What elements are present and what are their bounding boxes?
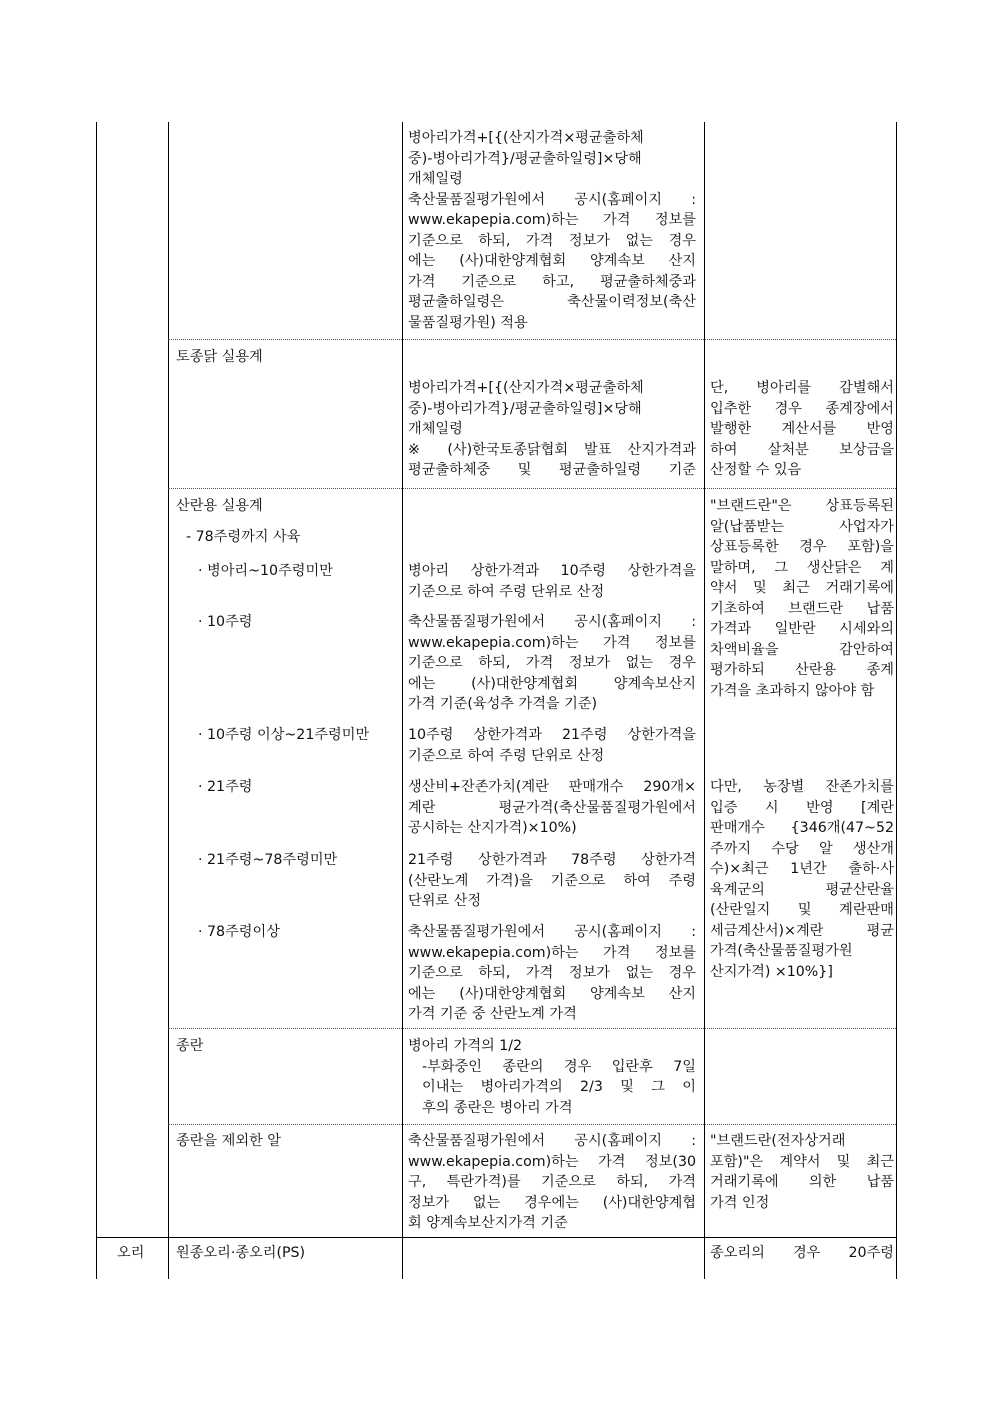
table-border-col2 [402,122,403,1279]
r3-age-label: · 10주령 이상~21주령미만 [198,727,370,743]
r3-age-label: · 21주령 [198,779,253,795]
row-divider [168,339,896,340]
r4-price-text: 병아리 가격의 1/2 -부화중인 종란의 경우 입란후 7일 이내는 병아리가격의 2/3 및 그 이 후의 종란은 병아리 가격 [408,1038,696,1116]
row-divider [168,488,896,489]
r3-note-residual: 다만, 농장별 잔존가치를 입증 시 반영 [계란 판매개수 {346개(47~52 주까지 수당 알 생산개 수)×최근 1년간 출하·사 육계군의 평균산란율 (산란일지 및 계란판매 세금계산서)×계란 평균 가격(축산물품질평가원 산지가격) ×10%}] [710,779,894,980]
r3-price-text: 21주령 상한가격과 78주령 상한가격 (산란노계 가격)을 기준으로 하여 주령 단위로 산정 [408,852,696,909]
r3-price-text: 생산비+잔존가치(계란 판매개수 290개× 계란 평균가격(축산물품질평가원에서 공시하는 산지가격)×10%) [408,779,696,836]
table-border-col3 [704,122,705,1279]
r1-price-text: 병아리가격+[{(산지가격×평균출하체 중)-병아리가격}/평균출하일령]×당해 개체일령 축산물품질평가원에서 공시(홈페이지 : www.ekapepia.com)하는 가격 정보를 기준으로 하되, 가격 정보가 없는 경우 에는 (사)대한양계협회 양계속보 산지 가격 기준으로 하고, 평균출하체중과 평균출하일령은 축산물이력정보(축산 물품질평가원) 적용 [408,130,696,331]
table-border-left [96,122,97,1279]
r6-category-label: 오리 [117,1245,145,1261]
row-divider-solid [96,1237,896,1238]
r2-price-text: 병아리가격+[{(산지가격×평균출하체 중)-병아리가격}/평균출하일령]×당해 개체일령 ※ (사)한국토종닭협회 발표 산지가격과 평균출하체중 및 평균출하일령 기준 [408,380,696,478]
r5-note-text: "브랜드란(전자상거래 포함)"은 계약서 및 최근 거래기록에 의한 납품 가격 인정 [710,1133,894,1211]
r6-note-text: 종오리의 경우 20주령 [710,1245,894,1261]
table-border-col1 [168,122,169,1279]
r5-price-text: 축산물품질평가원에서 공시(홈페이지 : www.ekapepia.com)하는 가격 정보(30 구, 특란가격)를 기준으로 하되, 가격 정보가 없는 경우에는 (사)대한양계협 회 양계속보산지가격 기준 [408,1133,696,1231]
table-border-right [896,122,897,1279]
r3-note-brand: "브랜드란"은 상표등록된 알(납품받는 사업자가 상표등록한 경우 포함)을 말하며, 그 생산닭은 계 약서 및 최근 거래기록에 기초하여 브랜드란 납품 가격과 일반란 시세와의 차액비율을 감안하여 평가하되 산란용 종계 가격을 초과하지 않아야 함 [710,498,894,699]
r3-price-text: 축산물품질평가원에서 공시(홈페이지 : www.ekapepia.com)하는 가격 정보를 기준으로 하되, 가격 정보가 없는 경우 에는 (사)대한양계협회 양계속보 산지 가격 기준 중 산란노계 가격 [408,924,696,1022]
r2-note-text: 단, 병아리를 감별해서 입추한 경우 종계장에서 발행한 계산서를 반영 하여 살처분 보상금을 산정할 수 있음 [710,380,894,478]
r3-age-label: · 병아리~10주령미만 [198,563,333,579]
r3-age-label: · 10주령 [198,614,253,630]
r3-price-text: 축산물품질평가원에서 공시(홈페이지 : www.ekapepia.com)하는 가격 정보를 기준으로 하되, 가격 정보가 없는 경우 에는 (사)대한양계협회 양계속보산지 가격 기준(육성추 가격을 기준) [408,614,696,712]
r3-price-text: 10주령 상한가격과 21주령 상한가격을 기준으로 하여 주령 단위로 산정 [408,727,696,764]
r4-item-label: 종란 [176,1038,204,1054]
r3-sub-label: - 78주령까지 사육 [186,529,301,545]
row-divider [168,1124,896,1125]
row-divider [168,1028,896,1029]
r3-age-label: · 78주령이상 [198,924,280,940]
r6-item-label: 원종오리·종오리(PS) [176,1245,306,1261]
r2-item-label: 토종닭 실용계 [176,349,263,365]
r3-item-label: 산란용 실용계 [176,498,263,514]
r3-age-label: · 21주령~78주령미만 [198,852,338,868]
r5-item-label: 종란을 제외한 알 [176,1133,281,1149]
r3-price-text: 병아리 상한가격과 10주령 상한가격을 기준으로 하여 주령 단위로 산정 [408,563,696,600]
